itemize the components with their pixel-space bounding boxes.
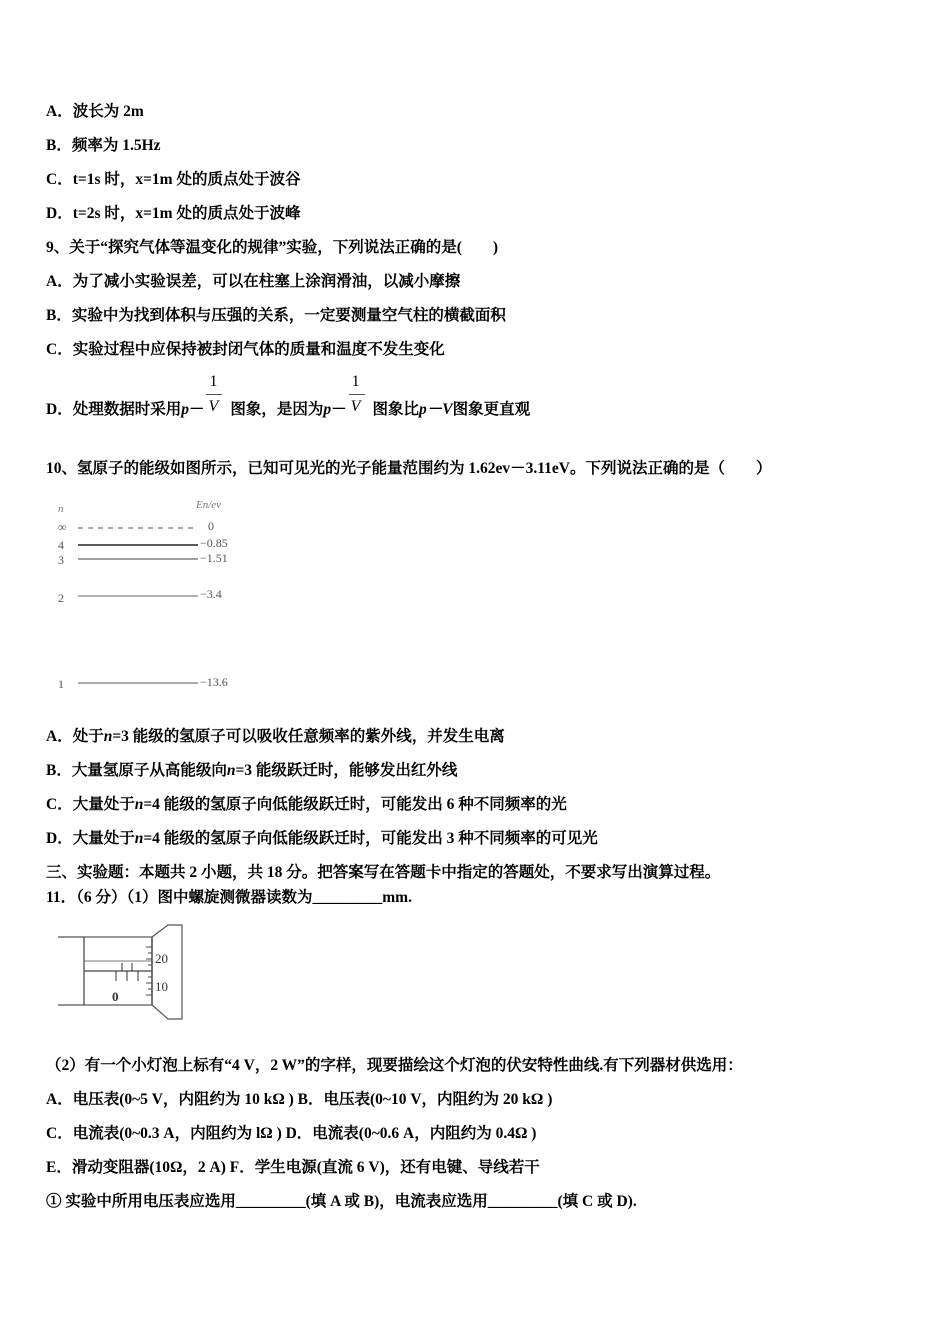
q11-options-cd: C．电流表(0~0.3 A，内阻约为 lΩ ) D．电流表(0~0.6 A，内阻约为 0.4Ω ) bbox=[46, 1125, 537, 1142]
level-e-4: −0.85 bbox=[200, 536, 228, 550]
q9-d-p2: p bbox=[323, 401, 332, 418]
q9-d-prefix: D．处理数据时采用 bbox=[46, 401, 182, 418]
q8-option-d: D．t=2s 时，x=1m 处的质点处于波峰 bbox=[46, 205, 301, 222]
level-n-4: 4 bbox=[58, 538, 64, 552]
q10-a-pre: A．处于 bbox=[46, 728, 104, 745]
level-e-3: −1.51 bbox=[200, 551, 228, 565]
fraction-denominator: V bbox=[208, 398, 219, 416]
q10-stem: 10、氢原子的能级如图所示，已知可见光的光子能量范围约为 1.62ev－3.11eV。下列说法正确的是（ ） bbox=[46, 460, 772, 477]
micrometer-diagram bbox=[58, 923, 188, 1023]
q9-d-mid2: 图象比 bbox=[372, 401, 420, 418]
q10-a-n: n bbox=[103, 728, 113, 745]
q10-b-n: n bbox=[226, 762, 236, 779]
q10-d-n: n bbox=[134, 830, 144, 847]
axis-label-energy: En/ev bbox=[196, 499, 222, 511]
q9-d-minus2: － bbox=[331, 401, 347, 418]
q10-c-n: n bbox=[134, 796, 144, 813]
q8-option-c: C．t=1s 时，x=1m 处的质点处于波谷 bbox=[46, 171, 301, 188]
sleeve-label-0: 0 bbox=[112, 989, 119, 1004]
fraction-denominator: V bbox=[350, 398, 361, 416]
q11-stem: 11．（6 分）（1）图中螺旋测微器读数为_________mm. bbox=[46, 889, 412, 906]
level-n-2: 2 bbox=[58, 591, 64, 605]
thimble-label-10: 10 bbox=[155, 979, 168, 994]
q10-option-a bbox=[46, 727, 505, 747]
q9-d-pv: p－V bbox=[419, 401, 453, 418]
q9-option-b: B．实验中为找到体积与压强的关系，一定要测量空气柱的横截面积 bbox=[46, 307, 506, 324]
fraction-numerator: 1 bbox=[209, 373, 218, 391]
level-e-2: −3.4 bbox=[200, 587, 222, 601]
q10-c-post: =4 能级的氢原子向低能级跃迁时，可能发出 6 种不同频率的光 bbox=[143, 796, 567, 813]
q10-b-pre: B．大量氢原子从高能级向 bbox=[46, 762, 227, 779]
level-e-1: −13.6 bbox=[200, 675, 228, 689]
axis-label-n: n bbox=[58, 503, 64, 515]
q8-option-a: A．波长为 2m bbox=[46, 103, 144, 120]
q9-d-minus1: － bbox=[188, 401, 205, 418]
level-n-3: 3 bbox=[58, 553, 64, 567]
q10-option-c bbox=[46, 795, 567, 815]
q9-stem: 9、关于“探究气体等温变化的规律”实验，下列说法正确的是( ) bbox=[46, 239, 499, 256]
thimble-label-20: 20 bbox=[155, 951, 168, 966]
q10-option-b bbox=[46, 761, 457, 781]
level-n-1: 1 bbox=[58, 677, 64, 691]
fraction-1-over-v bbox=[349, 373, 367, 420]
level-n-inf: ∞ bbox=[58, 520, 67, 534]
fraction-bar bbox=[206, 394, 222, 395]
q11-part-2: （2）有一个小灯泡上标有“4 V，2 W”的字样，现要描绘这个灯泡的伏安特性曲线.有下列器材供选用： bbox=[46, 1057, 743, 1074]
q9-option-a: A．为了减小实验误差，可以在柱塞上涂润滑油，以减小摩擦 bbox=[46, 273, 461, 290]
q9-d-suffix: 图象更直观 bbox=[452, 401, 531, 418]
q10-a-post: =3 能级的氢原子可以吸收任意频率的紫外线，并发生电离 bbox=[112, 728, 505, 745]
thimble-body bbox=[152, 925, 182, 1019]
q9-option-c: C．实验过程中应保持被封闭气体的质量和温度不发生变化 bbox=[46, 341, 445, 358]
q10-d-pre: D．大量处于 bbox=[46, 830, 135, 847]
q10-b-post: =3 能级跃迁时，能够发出红外线 bbox=[235, 762, 458, 779]
q9-option-d bbox=[46, 373, 531, 420]
q10-d-post: =4 能级的氢原子向低能级跃迁时，可能发出 3 种不同频率的可见光 bbox=[143, 830, 598, 847]
q9-d-mid1: 图象，是因为 bbox=[230, 401, 324, 418]
q8-option-b: B．频率为 1.5Hz bbox=[46, 137, 161, 154]
level-e-inf: 0 bbox=[208, 519, 214, 533]
q11-options-ab: A．电压表(0~5 V，内阻约为 10 kΩ ) B．电压表(0~10 V，内阻约为 20 kΩ ) bbox=[46, 1091, 553, 1108]
q9-d-p1: p bbox=[181, 401, 189, 418]
q10-option-d bbox=[46, 829, 598, 849]
section-3-heading: 三、实验题：本题共 2 小题，共 18 分。把答案写在答题卡中指定的答题处，不要求写出演算过程。 bbox=[46, 864, 721, 881]
q11-options-ef: E．滑动变阻器(10Ω，2 A) F．学生电源(直流 6 V)，还有电键、导线若干 bbox=[46, 1159, 540, 1176]
q11-subquestion-1: ① 实验中所用电压表应选用_________(填 A 或 B)，电流表应选用_________(填 C 或 D). bbox=[46, 1193, 637, 1210]
q10-c-pre: C．大量处于 bbox=[46, 796, 135, 813]
fraction-1-over-v bbox=[206, 373, 224, 420]
fraction-bar bbox=[349, 394, 365, 395]
energy-level-diagram bbox=[46, 492, 266, 702]
fraction-numerator: 1 bbox=[351, 373, 360, 391]
